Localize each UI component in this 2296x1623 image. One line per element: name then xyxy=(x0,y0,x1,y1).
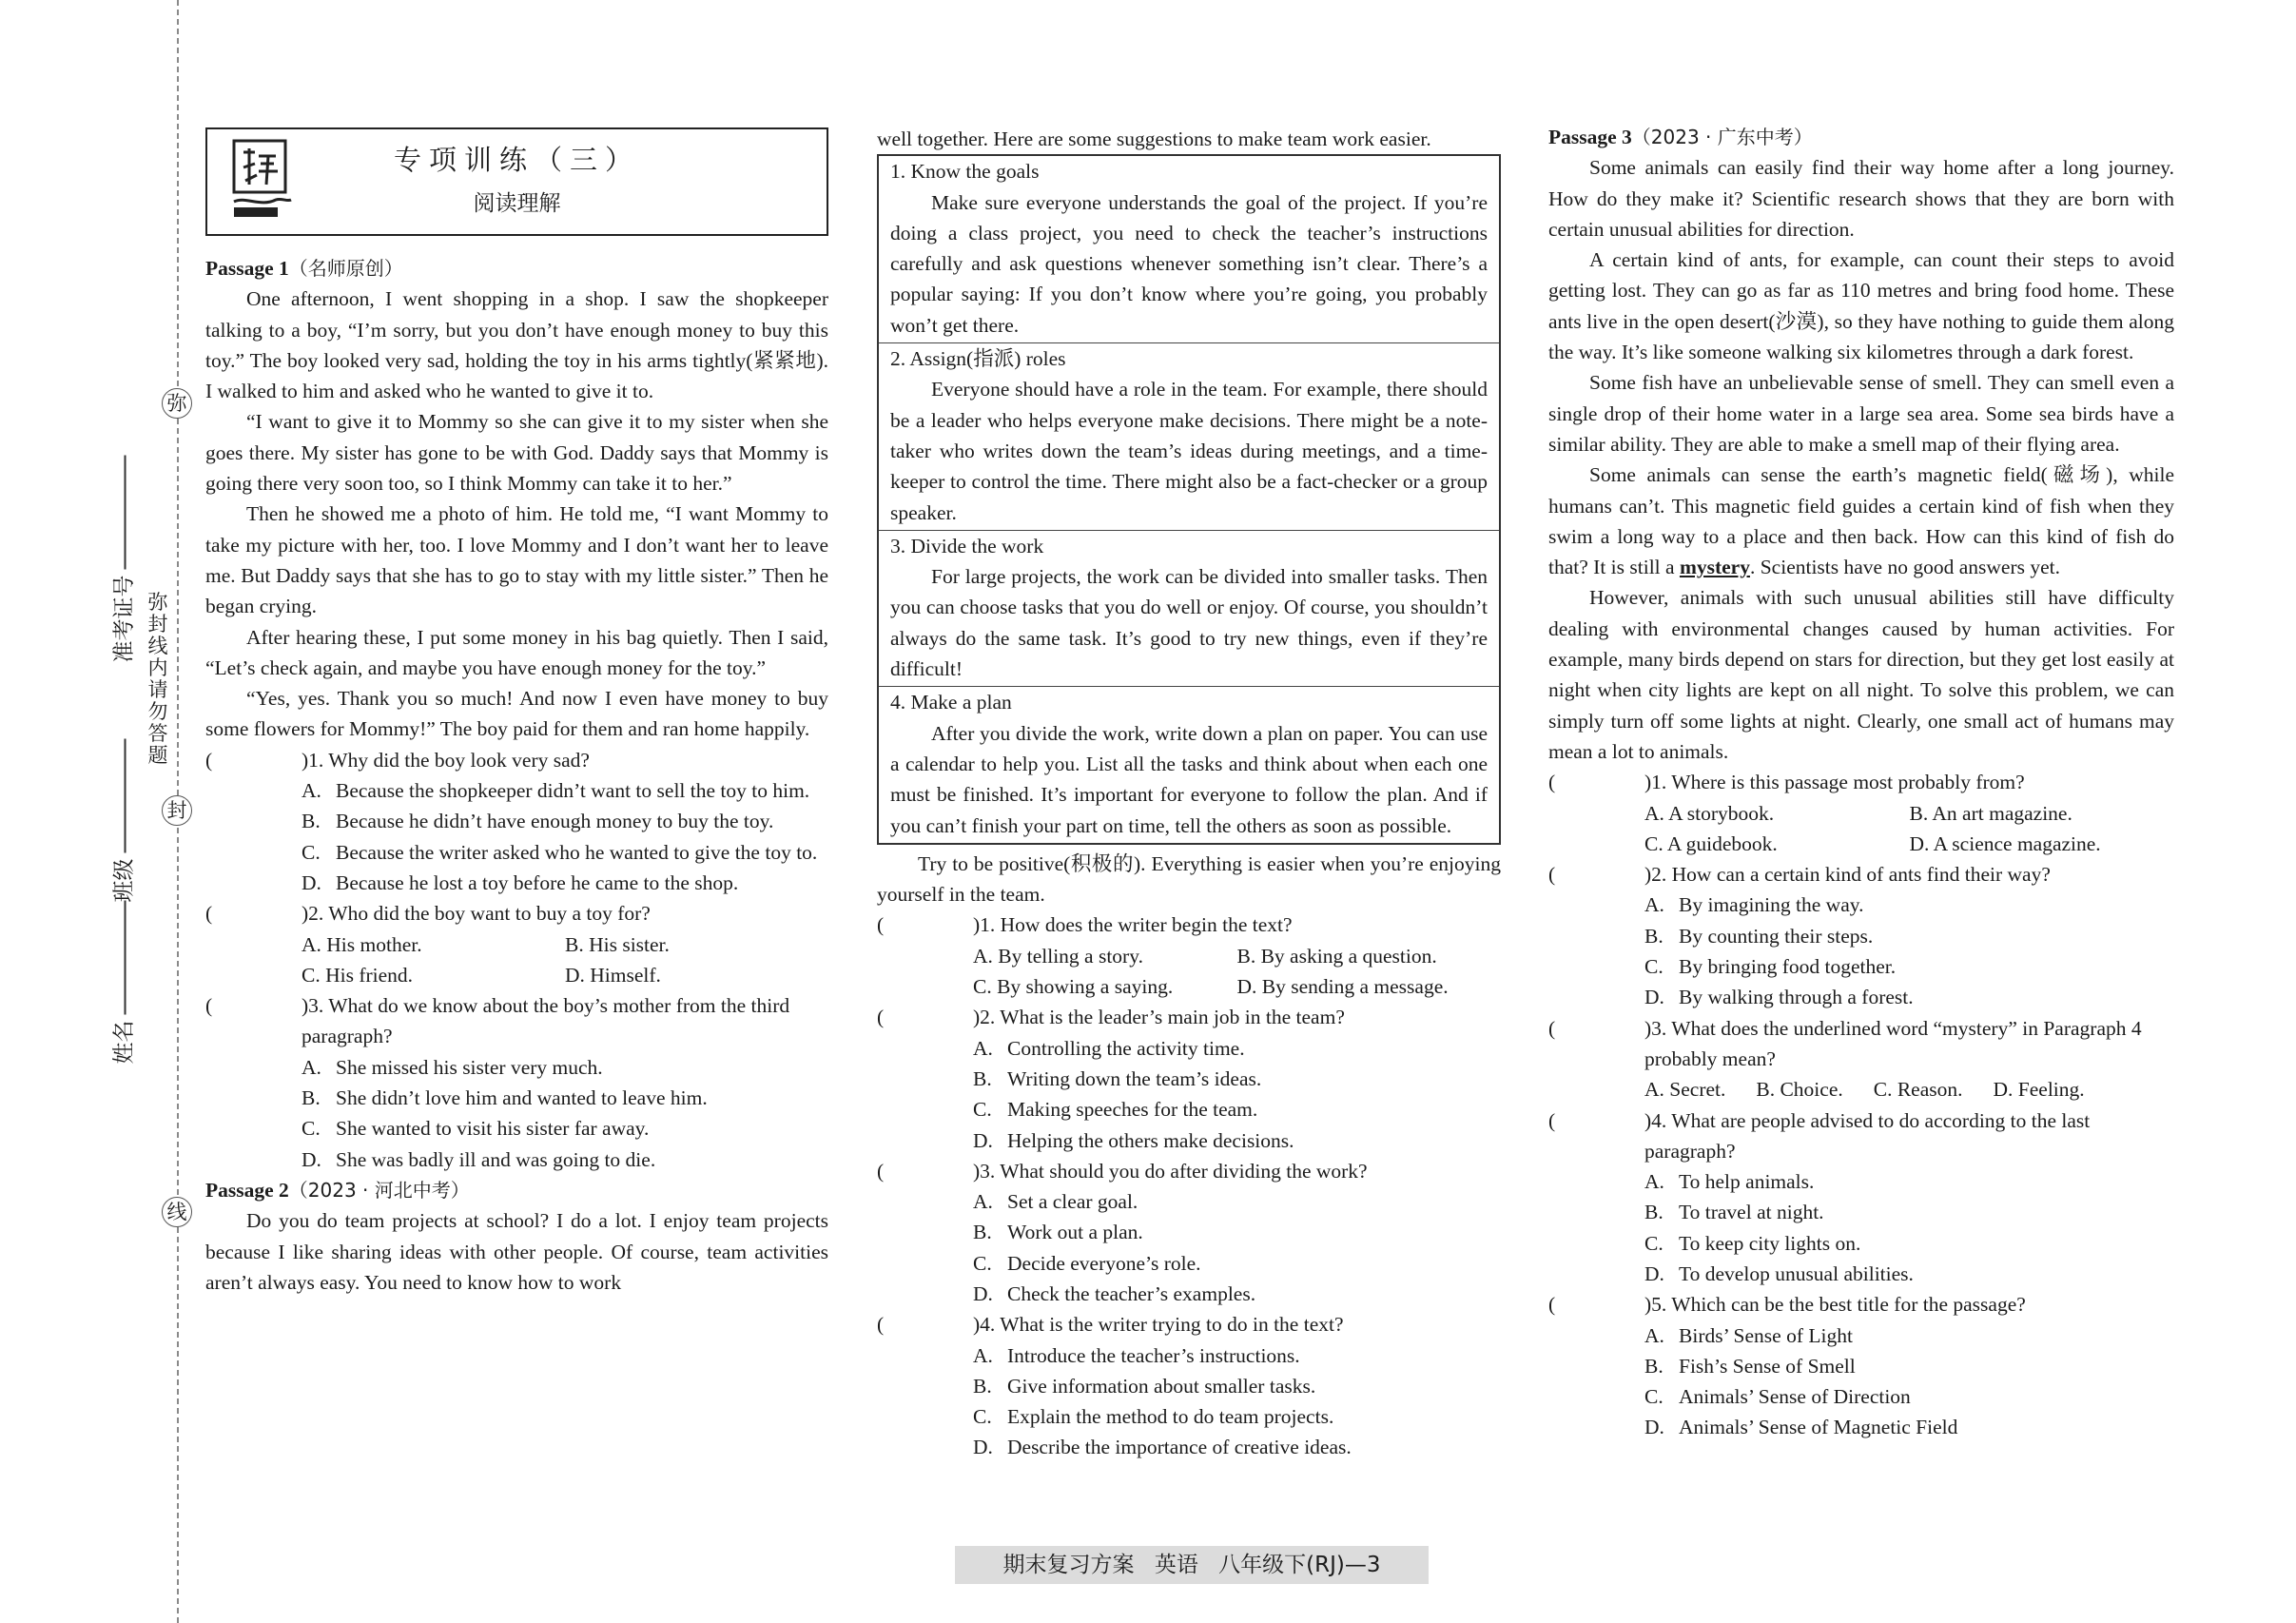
suggestion-title: 1. Know the goals xyxy=(890,160,1040,184)
question-stem: ( )2. What is the leader’s main job in the team? xyxy=(877,1006,1345,1029)
answer-option: D. Animals’ Sense of Magnetic Field xyxy=(1644,1416,1958,1439)
answer-option: C. She wanted to visit his sister far away. xyxy=(302,1117,650,1141)
paragraph: Then he showed me a photo of him. He told me, “I want Mommy to take my picture with her, too. I love Mommy and I don’t want her to leave me. But Daddy says that she has to go to stay with my little sister.” Then he began crying. xyxy=(205,502,828,618)
answer-options-row: C. His friend. D. Himself. xyxy=(302,963,661,987)
suggestion-item xyxy=(879,687,1499,842)
answer-option: D. To develop unusual abilities. xyxy=(1644,1261,1914,1285)
answer-option: A. Birds’ Sense of Light xyxy=(1644,1323,1853,1347)
answer-option: A. Introduce the teacher’s instructions. xyxy=(973,1343,1300,1367)
answer-option: A. Controlling the activity time. xyxy=(973,1036,1245,1060)
answer-option: D. Because he lost a toy before he came to the shop. xyxy=(302,870,739,894)
answer-option: D. Helping the others make decisions. xyxy=(973,1128,1294,1152)
paragraph: Some animals can easily find their way home after a long journey. How do they make it? Scientific research shows that they are born with certain unusual abilities for direction. xyxy=(1548,156,2174,241)
answer-option: C. Because the writer asked who he wanted to give the toy to. xyxy=(302,840,818,864)
answer-option: C. Making speeches for the team. xyxy=(973,1098,1258,1122)
answer-option: C. Explain the method to do team projects. xyxy=(973,1405,1334,1429)
suggestion-title: 3. Divide the work xyxy=(890,534,1044,557)
question-stem: ( )5. Which can be the best title for the passage? xyxy=(1548,1293,2026,1317)
answer-option: A. To help animals. xyxy=(1644,1170,1815,1194)
class-field: 班级 xyxy=(107,865,138,903)
answer-option: C. To keep city lights on. xyxy=(1644,1231,1861,1255)
answer-option: C. By bringing food together. xyxy=(1644,955,1897,979)
answer-options-row: C. A guidebook. D. A science magazine. xyxy=(1644,831,2101,855)
underlined-word: mystery xyxy=(1679,556,1750,579)
paragraph: However, animals with such unusual abilities still have difficulty dealing with environmental changes caused by human activities. For example, many birds depend on stars for direction, but they get lost easily at night when city lights are kept on all night. To solve this problem, we can simply turn off some lights at night. Clearly, one small act of humans may mean a lot to animals. xyxy=(1548,586,2174,763)
seal-notice: 弥封线内请勿答题 xyxy=(147,591,168,767)
exam-number-field: 准考证号 xyxy=(107,625,138,663)
question-stem: ( )3. What do we know about the boy’s mother from the third paragraph? xyxy=(205,994,790,1048)
question-stem: ( )1. Where is this passage most probably from? xyxy=(1548,771,2025,794)
seal-char-xian: 线 xyxy=(162,1197,192,1227)
question-stem: ( )1. Why did the boy look very sad? xyxy=(205,748,590,772)
section-title: 专项训练（三） xyxy=(393,144,640,176)
suggestion-body: For large projects, the work can be divided into smaller tasks. Then you can choose tasks that you do well or enjoy. Of course, you shouldn’t always do the same task. It’s good to try new things, even if they’re difficult! xyxy=(890,565,1488,681)
question-stem: ( )2. How can a certain kind of ants find their way? xyxy=(1548,863,2051,887)
answer-option: B. Fish’s Sense of Smell xyxy=(1644,1354,1856,1378)
column-right xyxy=(1548,122,2174,1443)
passage-heading: Passage 1（名师原创） xyxy=(205,257,403,280)
answer-option: B. By counting their steps. xyxy=(1644,924,1874,948)
paragraph: “Yes, yes. Thank you so much! And now I even have money to buy some flowers for Mommy!” The boy paid for them and ran home happily. xyxy=(205,687,828,741)
suggestion-title: 2. Assign(指派) roles xyxy=(890,347,1066,371)
answer-option: B. Because he didn’t have enough money to buy the toy. xyxy=(302,810,774,833)
passage-heading: Passage 3（2023 · 广东中考） xyxy=(1548,126,1813,148)
answer-option: D. Check the teacher’s examples. xyxy=(973,1281,1256,1305)
question-stem: ( )3. What does the underlined word “mystery” in Paragraph 4 probably mean? xyxy=(1548,1016,2142,1070)
suggestion-item xyxy=(879,343,1499,531)
answer-options-row: A. Secret. B. Choice. C. Reason. D. Feeling. xyxy=(1644,1078,2085,1102)
answer-options-row: A. By telling a story. B. By asking a question. xyxy=(973,944,1437,968)
answer-option: B. Work out a plan. xyxy=(973,1221,1143,1244)
answer-options-row: A. A storybook. B. An art magazine. xyxy=(1644,801,2072,825)
paragraph: Do you do team projects at school? I do a lot. I enjoy team projects because I like sharing ideas with other people. Of course, team activities aren’t always easy. You need to know how to work xyxy=(205,1209,828,1294)
section-subtitle: 阅读理解 xyxy=(473,191,561,216)
paragraph: After hearing these, I put some money in his bag quietly. Then I said, “Let’s check again, and maybe you have enough money for the toy.” xyxy=(205,625,828,679)
paragraph: well together. Here are some suggestions to make team work easier. xyxy=(877,127,1431,150)
paragraph: One afternoon, I went shopping in a shop. I saw the shopkeeper talking to a boy, “I’m sorry, but you don’t have enough money to buy this toy.” The boy looked very sad, holding the toy in his arms tightly(紧紧地). I walked to him and asked who he wanted to give it to. xyxy=(205,287,828,403)
question-stem: ( )1. How does the writer begin the text? xyxy=(877,913,1293,937)
paragraph: Some fish have an unbelievable sense of smell. They can smell even a single drop of their home water in a large sea area. Some sea birds have a similar ability. They are able to make a smell map of their flying area. xyxy=(1548,371,2174,456)
answer-option: A. She missed his sister very much. xyxy=(302,1055,603,1079)
answer-option: B. Writing down the team’s ideas. xyxy=(973,1066,1262,1090)
paragraph: A certain kind of ants, for example, can count their steps to avoid getting lost. They can go as far as 110 metres and bring food home. These ants live in the open desert(沙漠), so they have nothing to guide them along the way. It’s like someone walking six kilometres through a dark forest. xyxy=(1548,248,2174,364)
passage-heading: Passage 2（2023 · 河北中考） xyxy=(205,1178,470,1202)
seal-char-feng: 封 xyxy=(162,795,192,826)
question-stem: ( )4. What are people advised to do according to the last paragraph? xyxy=(1548,1108,2091,1163)
column-middle xyxy=(877,124,1501,1463)
question-stem: ( )3. What should you do after dividing the work? xyxy=(877,1159,1368,1183)
answer-options-row: C. By showing a saying. D. By sending a message. xyxy=(973,975,1449,999)
answer-option: D. Describe the importance of creative ideas. xyxy=(973,1436,1352,1459)
suggestions-box xyxy=(877,154,1501,845)
answer-option: C. Decide everyone’s role. xyxy=(973,1251,1201,1275)
answer-option: B. She didn’t love him and wanted to leave him. xyxy=(302,1086,708,1110)
suggestion-body: Make sure everyone understands the goal of the project. If you’re doing a class project, you need to check the teacher’s instructions carefully and ask questions whenever something isn’t clear. There’s a popular saying: If you don’t know where you’re going, you probably won’t get there. xyxy=(890,190,1488,337)
answer-options-row: A. His mother. B. His sister. xyxy=(302,932,670,956)
title-box xyxy=(205,127,828,236)
paragraph: Try to be positive(积极的). Everything is easier when you’re enjoying yourself in the team. xyxy=(877,851,1501,907)
paragraph: “I want to give it to Mommy so she can give it to my sister when she goes there. My sister has gone to be with God. Daddy says that Mommy is going there very soon too, so I think Mommy can take it to her.” xyxy=(205,410,828,496)
answer-option: B. Give information about smaller tasks. xyxy=(973,1374,1316,1398)
page-footer: 期末复习方案 英语 八年级下(RJ)—3 xyxy=(955,1546,1429,1584)
question-stem: ( )4. What is the writer trying to do in the text? xyxy=(877,1313,1344,1337)
answer-option: D. She was badly ill and was going to die. xyxy=(302,1147,656,1171)
suggestion-body: Everyone should have a role in the team. For example, there should be a leader who helps everyone make decisions. There might be a note-taker who writes down the team’s ideas during meetings, and a time-keeper to control the time. There might also be a fact-checker or a group speaker. xyxy=(890,378,1488,524)
answer-option: B. To travel at night. xyxy=(1644,1201,1824,1224)
suggestion-body: After you divide the work, write down a plan on paper. You can use a calendar to help you. List all the tasks and think about when each one must be finished. It’s important for everyone to follow the plan. And if you can’t finish your part on time, tell the others as soon as possible. xyxy=(890,721,1488,837)
name-field: 姓名 xyxy=(107,1027,138,1065)
suggestion-item xyxy=(879,531,1499,687)
answer-option: A. By imagining the way. xyxy=(1644,893,1864,917)
question-stem: ( )2. Who did the boy want to buy a toy for? xyxy=(205,902,651,926)
answer-option: A. Set a clear goal. xyxy=(973,1190,1138,1214)
paragraph: Some animals can sense the earth’s magnetic field(磁场), while humans can’t. This magnetic field guides a certain kind of fish when they swim a long way to a place and then back. How can this kind of fish do that? It is still a mystery. Scientists have no good answers yet. xyxy=(1548,463,2174,579)
seal-char-mi: 弥 xyxy=(162,388,192,419)
suggestion-title: 4. Make a plan xyxy=(890,691,1012,714)
answer-option: D. By walking through a forest. xyxy=(1644,986,1914,1009)
column-left xyxy=(205,122,828,1298)
suggestion-item xyxy=(879,156,1499,343)
answer-option: C. Animals’ Sense of Direction xyxy=(1644,1385,1911,1409)
answer-option: A. Because the shopkeeper didn’t want to sell the toy to him. xyxy=(302,779,810,803)
